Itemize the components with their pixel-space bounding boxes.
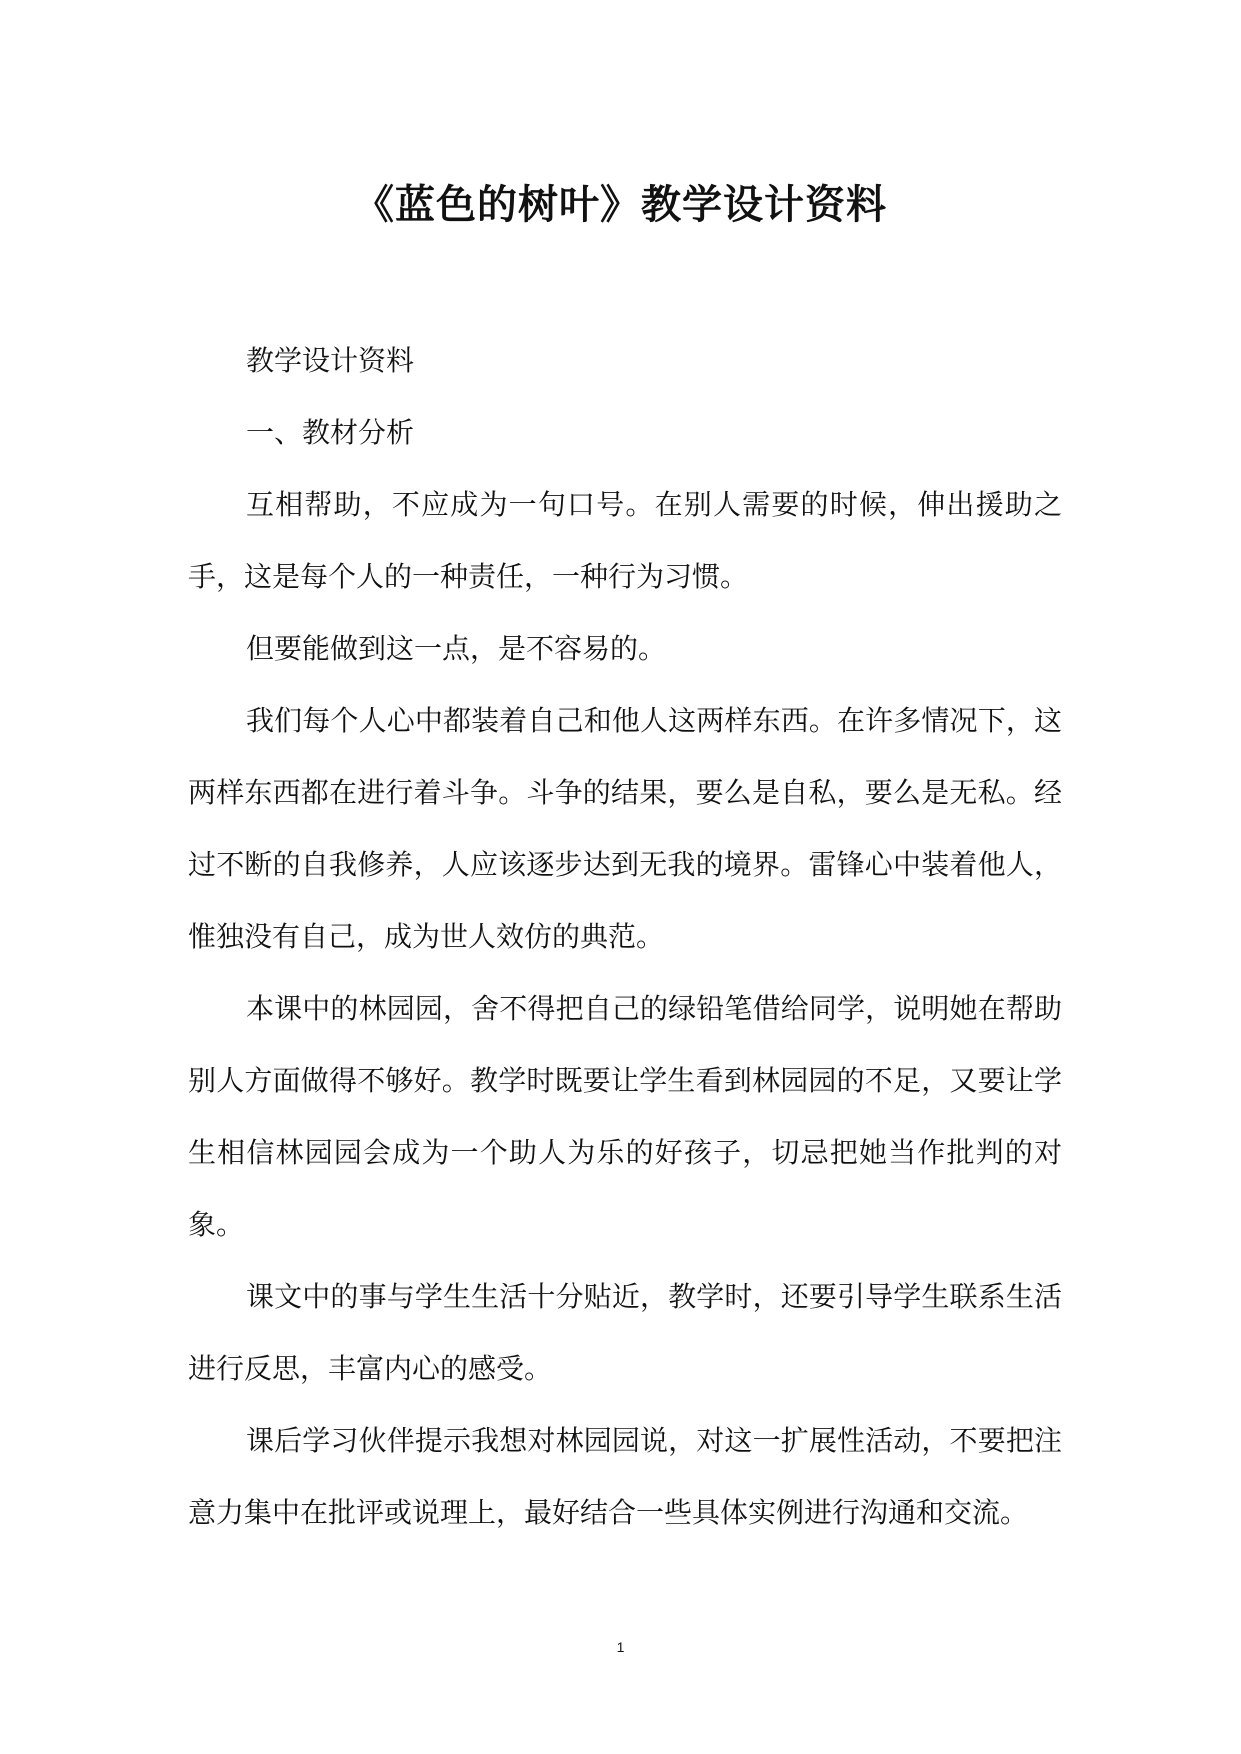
body-paragraph: 我们每个人心中都装着自己和他人这两样东西。在许多情况下，这两样东西都在进行着斗争。斗争的结果，要么是自私，要么是无私。经过不断的自我修养，人应该逐步达到无我的境界。雷锋心中装着他人，惟独没有自己，成为世人效仿的典范。 bbox=[188, 704, 1062, 953]
body-paragraph: 课后学习伙伴提示我想对林园园说，对这一扩展性活动，不要把注意力集中在批评或说理上，最好结合一些具体实例进行沟通和交流。 bbox=[188, 1424, 1062, 1529]
document-body bbox=[188, 325, 1062, 1549]
page-number: 1 bbox=[616, 1639, 625, 1655]
section-label: 教学设计资料 bbox=[246, 344, 415, 377]
body-paragraph: 但要能做到这一点，是不容易的。 bbox=[246, 632, 667, 665]
document-title: 《蓝色的树叶》教学设计资料 bbox=[354, 181, 887, 228]
body-paragraph: 互相帮助，不应成为一句口号。在别人需要的时候，伸出援助之手，这是每个人的一种责任，一种行为习惯。 bbox=[188, 488, 1062, 593]
body-paragraph: 本课中的林园园，舍不得把自己的绿铅笔借给同学，说明她在帮助别人方面做得不够好。教学时既要让学生看到林园园的不足，又要让学生相信林园园会成为一个助人为乐的好孩子，切忌把她当作批判的对象。 bbox=[188, 992, 1062, 1241]
body-paragraph: 课文中的事与学生生活十分贴近，教学时，还要引导学生联系生活进行反思，丰富内心的感受。 bbox=[188, 1280, 1062, 1385]
section-heading: 一、教材分析 bbox=[246, 416, 415, 449]
